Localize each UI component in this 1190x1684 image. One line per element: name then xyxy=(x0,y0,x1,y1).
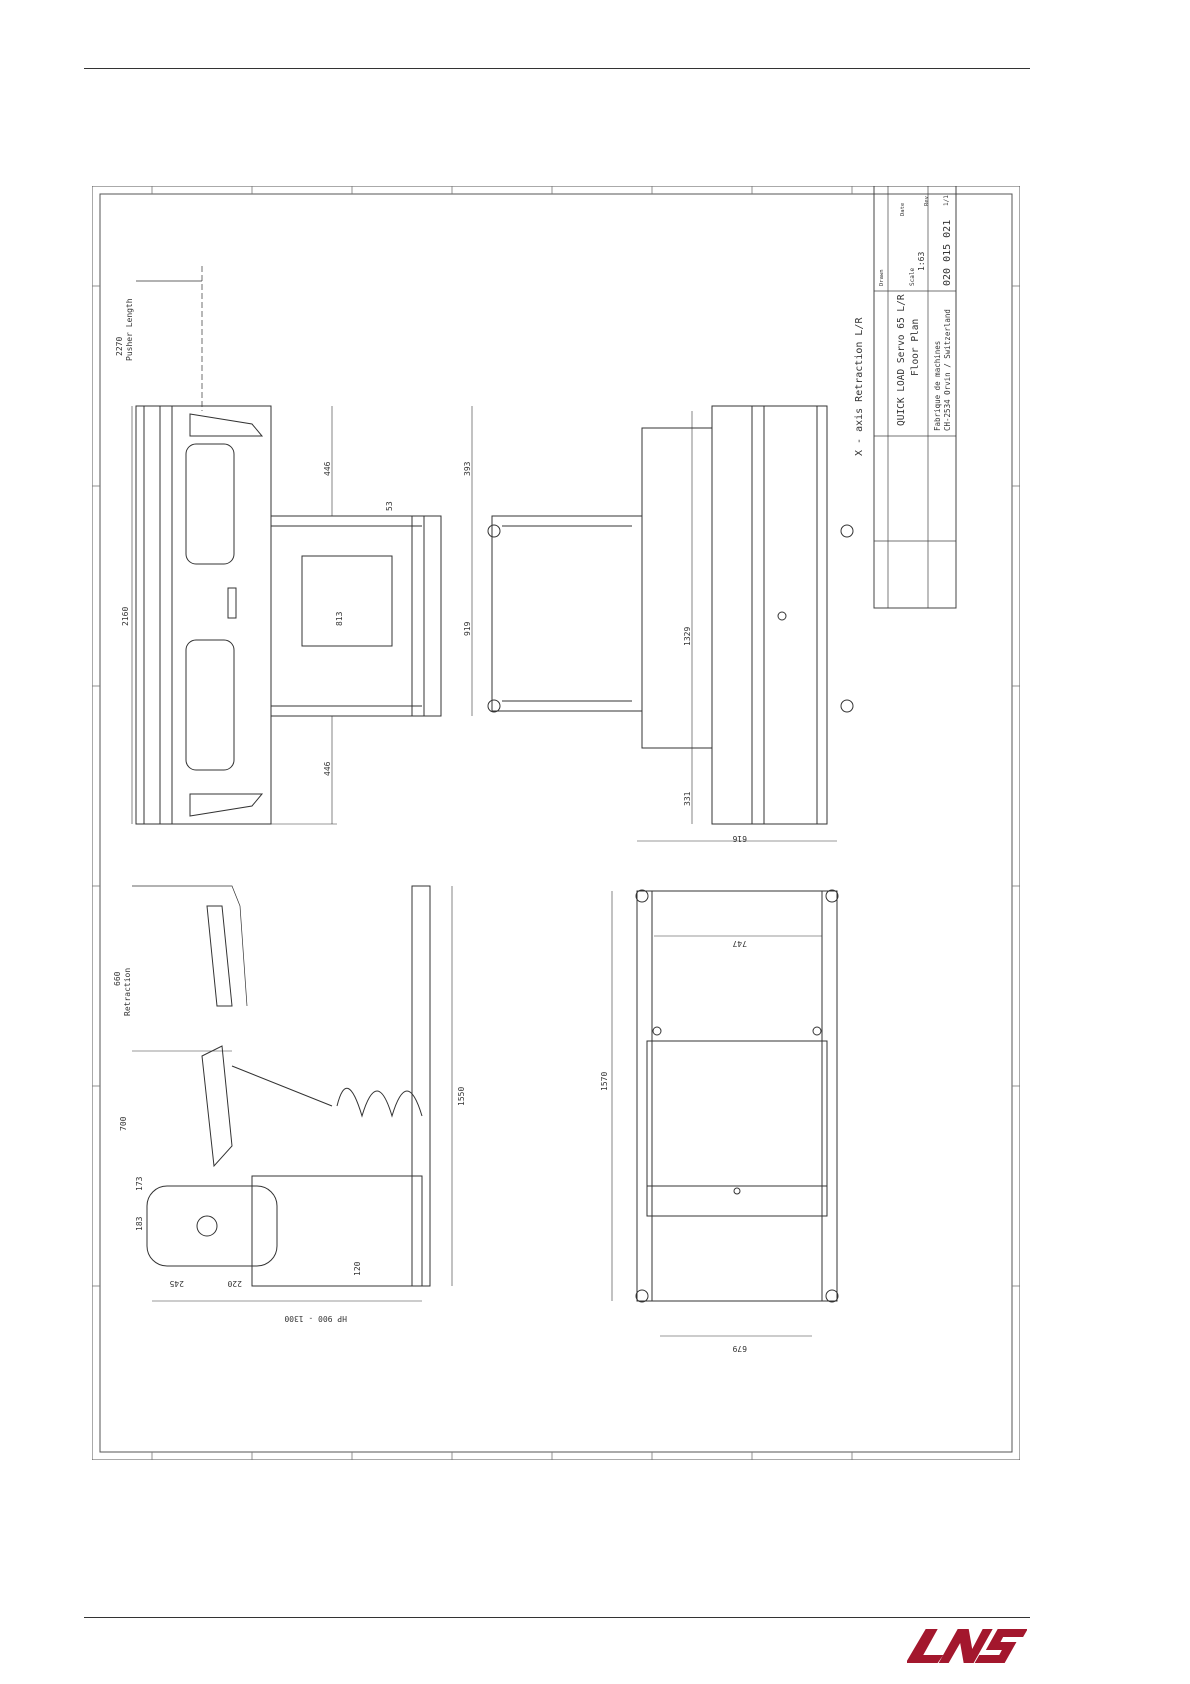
dim-small: 53 xyxy=(385,501,394,511)
spindle-housing xyxy=(147,1186,277,1266)
loader-frame xyxy=(271,516,441,716)
dim-height-b: 183 xyxy=(135,1216,144,1231)
view-top-left-dimensions xyxy=(115,298,472,776)
view-title: X - axis Retraction L/R xyxy=(854,317,865,456)
dim-plate: 813 xyxy=(335,611,344,626)
magazine-block xyxy=(642,428,712,748)
dim-middle: 919 xyxy=(463,621,472,636)
dim-total-height: 1550 xyxy=(457,1086,466,1106)
center-plate xyxy=(302,556,392,646)
scale-label: Scale xyxy=(909,267,916,286)
border-ticks xyxy=(92,186,1020,1460)
view-bottom-left-dimensions xyxy=(113,968,466,1323)
label-rev: Rev xyxy=(924,196,930,206)
dim-mid-width: 220 xyxy=(227,1279,242,1288)
lns-logo-graphic xyxy=(907,1625,1027,1667)
company-line2: CH-2534 Orvin / Switzerland xyxy=(943,309,952,431)
dim-left-width: 245 xyxy=(169,1279,184,1288)
dim-overall: 2160 xyxy=(121,606,130,626)
dim-bottom: 331 xyxy=(683,791,692,806)
dim-retraction-value: 660 xyxy=(113,971,122,986)
view-bottom-right-dimensions xyxy=(600,834,747,1353)
dim-height: 1570 xyxy=(600,1071,609,1091)
retraction-arm-ghost xyxy=(207,906,232,1006)
view-bottom-right xyxy=(612,841,838,1336)
footer-rule xyxy=(84,1617,1030,1618)
machine-base xyxy=(712,406,827,824)
cable-chain xyxy=(337,1088,422,1116)
sheet-ref: 1/1 xyxy=(943,195,950,206)
dim-offset-right: 393 xyxy=(463,461,472,476)
spindle-circle xyxy=(197,1216,217,1236)
label-date: Date xyxy=(900,202,906,216)
dim-length: 1329 xyxy=(683,626,692,646)
window-upper xyxy=(186,444,234,564)
view-bottom-left xyxy=(132,886,452,1301)
dim-height-a: 173 xyxy=(135,1176,144,1191)
drawing-number: 020 015 021 xyxy=(942,219,953,286)
view-top-left xyxy=(132,266,472,824)
column xyxy=(412,886,430,1286)
product-name: QUICK LOAD Servo 65 L/R xyxy=(896,294,907,426)
dim-inner-width: 747 xyxy=(732,939,747,948)
dim-retraction-label: Retraction xyxy=(123,967,132,1016)
view-top-right-dimensions xyxy=(683,627,692,806)
dim-height-upper: 700 xyxy=(119,1116,128,1131)
sheet-title: Floor Plan xyxy=(910,318,921,376)
machine-body-outline xyxy=(136,406,271,824)
dim-base: 120 xyxy=(353,1261,362,1276)
dim-upper: 446 xyxy=(323,461,332,476)
header-rule xyxy=(84,68,1030,69)
dim-lower: 446 xyxy=(323,761,332,776)
dim-bottom-width: 679 xyxy=(732,1344,747,1353)
dim-top-width: 616 xyxy=(732,834,747,843)
frame-outline xyxy=(637,891,837,1301)
window-lower xyxy=(186,640,234,770)
inner-tray xyxy=(647,1041,827,1216)
table-frame xyxy=(492,516,642,711)
view-top-right xyxy=(488,406,853,824)
retraction-arm xyxy=(202,1046,232,1166)
sheet-outer-border xyxy=(92,186,1020,1460)
company-line1: Fabrique de machines xyxy=(933,340,942,431)
dim-pusher-length: 2270 xyxy=(115,336,124,356)
technical-drawing-sheet xyxy=(92,186,1020,1460)
lns-logo xyxy=(907,1625,1027,1667)
dim-pusher-label: Pusher Length xyxy=(125,298,134,361)
scale-value: 1:63 xyxy=(917,251,926,271)
title-block xyxy=(854,186,956,608)
label-drawn: Drawn xyxy=(879,269,885,286)
dim-spindle-range: HP 900 - 1300 xyxy=(284,1314,347,1323)
floor-plan-drawing xyxy=(92,186,1020,1460)
sheet-inner-border xyxy=(100,194,1012,1452)
